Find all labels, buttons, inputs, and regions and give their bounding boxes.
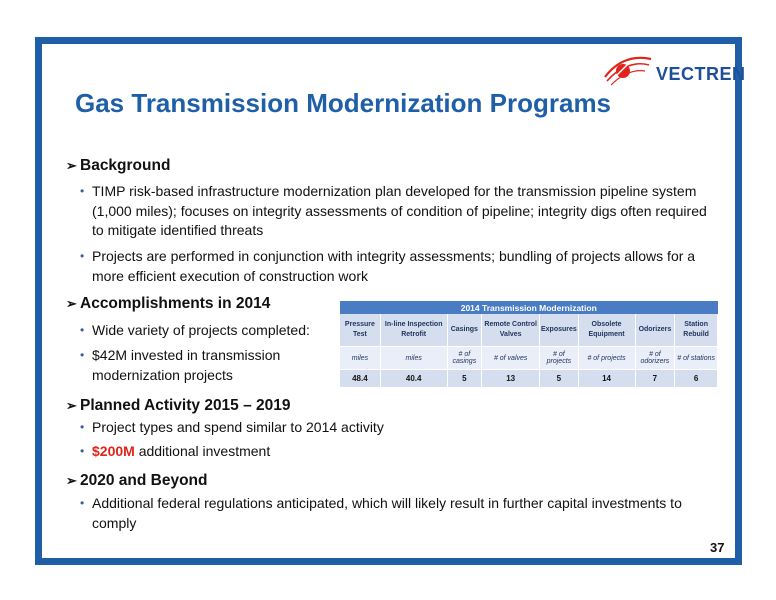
arrow-bullet-icon: ➢ — [66, 398, 77, 413]
table-unit-cell: miles — [380, 347, 447, 370]
bullet-dot-icon: • — [80, 184, 85, 198]
table-header-cell: Obsolete Equipment — [578, 314, 635, 347]
investment-text: additional investment — [134, 443, 271, 459]
table-header-cell: Odorizers — [635, 314, 675, 347]
table-unit-cell: # of projects — [578, 347, 635, 370]
bullet-item: • Projects are performed in conjunction with integrity assessments; bundling of projects allows for a more efficient execution of construction work — [80, 248, 696, 284]
slide-title: Gas Transmission Modernization Programs — [75, 88, 612, 118]
table-value-cell: 48.4 — [340, 370, 380, 388]
table-value-cell: 13 — [482, 370, 540, 388]
transmission-modernization-table — [340, 301, 718, 387]
bullet-dot-icon: • — [80, 323, 85, 337]
section-heading-2020-beyond: ➢ 2020 and Beyond — [66, 472, 208, 489]
table-unit-cell: # of valves — [482, 347, 540, 370]
arrow-bullet-icon: ➢ — [66, 473, 77, 488]
section-heading-accomplishments: ➢ Accomplishments in 2014 — [66, 295, 271, 312]
bullet-item — [82, 442, 682, 462]
section-heading-background: ➢ Background — [66, 157, 171, 174]
table-header-cell: In-line Inspection Retrofit — [380, 314, 447, 347]
bullet-item: • TIMP risk-based infrastructure modernization plan developed for the transmission pipeline system (1,000 miles); focuses on integrity assessments of condition of pipeline; integrity digs often required to mitigate identified threats — [80, 183, 707, 238]
bullet-dot-icon: • — [80, 496, 85, 510]
section-heading-planned-activity: ➢ Planned Activity 2015 – 2019 — [66, 397, 291, 414]
table-unit-cell: # of odorizers — [635, 347, 675, 370]
table-unit-cell: # of stations — [675, 347, 718, 370]
arrow-bullet-icon: ➢ — [66, 296, 77, 311]
table-header-cell: Casings — [447, 314, 482, 347]
bullet-dot-icon: • — [80, 348, 85, 362]
bullet-dot-icon: • — [80, 444, 85, 458]
table-value-cell: 7 — [635, 370, 675, 388]
table-value-cell: 5 — [447, 370, 482, 388]
bullet-item: • Wide variety of projects completed: — [82, 321, 342, 341]
table-header-cell: Exposures — [540, 314, 578, 347]
table-header-cell: Pressure Test — [340, 314, 380, 347]
bullet-item: • Additional federal regulations anticipated, which will likely result in further capital investments to comply — [80, 495, 682, 531]
bullet-dot-icon: • — [80, 420, 85, 434]
arrow-bullet-icon: ➢ — [66, 158, 77, 173]
investment-amount: $200M — [92, 443, 135, 459]
table-value-cell: 40.4 — [380, 370, 447, 388]
table-value-cell: 5 — [540, 370, 578, 388]
table-value-cell: 14 — [578, 370, 635, 388]
table-header-cell: Remote Control Valves — [482, 314, 540, 347]
table-header-cell: Station Rebuild — [675, 314, 718, 347]
table-unit-cell: miles — [340, 347, 380, 370]
bullet-item: • $42M invested in transmission modernization projects — [80, 347, 281, 383]
table-value-cell: 6 — [675, 370, 718, 388]
bullet-dot-icon: • — [80, 249, 85, 263]
bullet-item: • Project types and spend similar to 2014 activity — [82, 418, 682, 438]
table-unit-cell: # of casings — [447, 347, 482, 370]
page-number: 37 — [710, 540, 725, 555]
brand-name: VECTREN — [656, 64, 746, 84]
table-caption: 2014 Transmission Modernization — [340, 301, 718, 314]
table-unit-cell: # of projects — [540, 347, 578, 370]
